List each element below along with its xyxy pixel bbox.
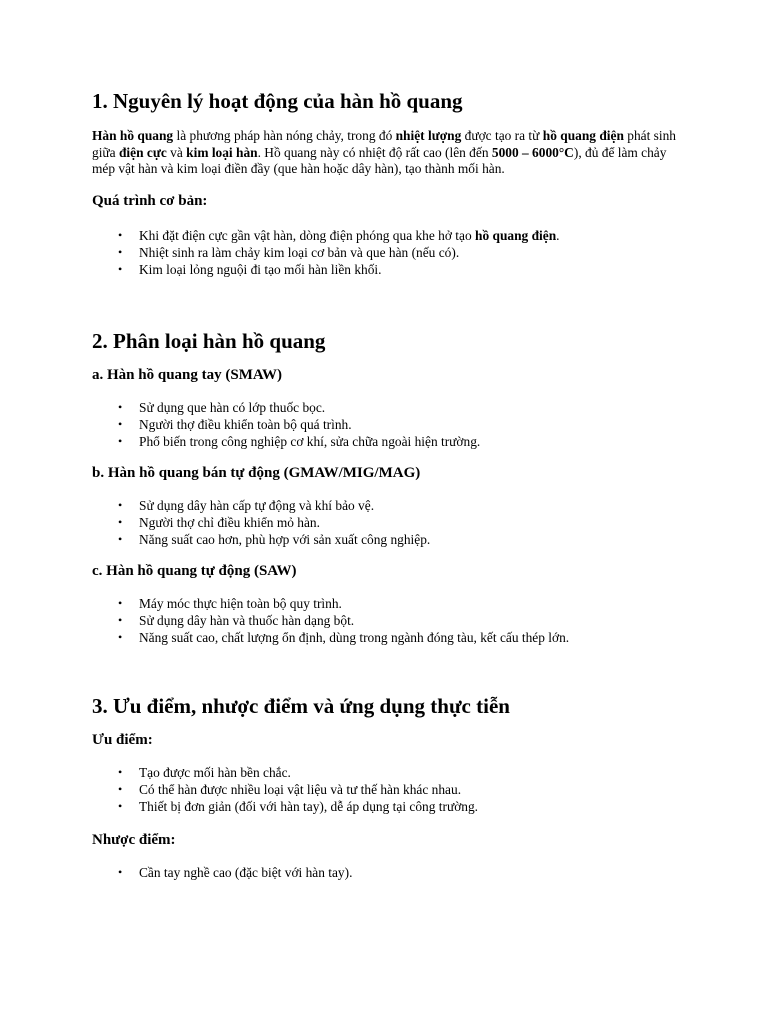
bold-text: 5000 – 6000°C <box>491 144 574 160</box>
cons-list <box>92 864 676 881</box>
list-item-text: Năng suất cao, chất lượng ổn định, dùng trong ngành đóng tàu, kết cấu thép lớn. <box>139 629 570 645</box>
bullet-icon: • <box>118 595 123 610</box>
bullet-icon: • <box>118 399 123 414</box>
list-item-text <box>139 245 459 260</box>
list-item <box>118 629 676 646</box>
list-item-text: Máy móc thực hiện toàn bộ quy trình. <box>139 595 342 611</box>
subsection-a-list <box>92 399 676 450</box>
list-item <box>118 798 676 815</box>
bullet-icon: • <box>118 629 123 644</box>
list-item-text <box>139 228 560 243</box>
pros-list <box>92 764 676 815</box>
bullet-icon: • <box>118 531 123 546</box>
bold-text: điện cực <box>118 144 167 160</box>
list-item-text: Sử dụng dây hàn cấp tự động và khí bảo vệ. <box>139 497 375 513</box>
bullet-icon: • <box>118 798 123 813</box>
section-1-subheading: Quá trình cơ bản: <box>92 192 208 209</box>
text-run: phát sinh giữa <box>92 128 676 160</box>
text-run: Nhiệt sinh ra làm chảy kim loại cơ bản và que hàn (nếu có). <box>139 244 460 260</box>
section-1-paragraph <box>92 128 676 178</box>
list-item <box>118 433 676 450</box>
list-item-text: Sử dụng dây hàn và thuốc hàn dạng bột. <box>139 612 355 628</box>
list-item-text: Người thợ chỉ điều khiển mỏ hàn. <box>139 514 320 530</box>
bold-text: nhiệt lượng <box>395 128 462 143</box>
bold-text: hồ quang điện <box>475 227 557 243</box>
bullet-icon: • <box>118 497 123 512</box>
bullet-icon: • <box>118 416 123 431</box>
cons-title: Nhược điểm: <box>92 831 176 848</box>
list-item <box>118 595 676 612</box>
list-item-text: Thiết bị đơn giản (đối với hàn tay), dễ áp dụng tại công trường. <box>139 798 479 814</box>
list-item <box>118 261 676 278</box>
section-1-list <box>92 227 676 278</box>
list-item-text <box>139 262 382 277</box>
text-run: . Hồ quang này có nhiệt độ rất cao (lên đến <box>257 144 492 160</box>
list-item <box>118 399 676 416</box>
section-2-title: 2. Phân loại hàn hồ quang <box>92 328 326 353</box>
bullet-icon: • <box>118 612 123 627</box>
bullet-icon: • <box>118 514 123 529</box>
subsection-b-list <box>92 497 676 548</box>
bold-text: kim loại hàn <box>186 144 258 160</box>
text-run: Khi đặt điện cực gần vật hàn, dòng điện phóng qua khe hở tạo <box>139 227 476 243</box>
bullet-icon: • <box>118 764 123 779</box>
subsection-a-title: a. Hàn hồ quang tay (SMAW) <box>92 366 283 383</box>
list-item-text: Năng suất cao hơn, phù hợp với sản xuất công nghiệp. <box>139 531 431 547</box>
bullet-icon: • <box>118 244 123 259</box>
bullet-icon: • <box>118 227 123 242</box>
bullet-icon: • <box>118 261 123 276</box>
list-item <box>118 227 676 244</box>
list-item-text: Có thể hàn được nhiều loại vật liệu và tư thế hàn khác nhau. <box>139 781 462 797</box>
text-run: được tạo ra từ <box>461 128 543 143</box>
bullet-icon: • <box>118 433 123 448</box>
list-item-text: Người thợ điều khiển toàn bộ quá trình. <box>139 416 352 432</box>
list-item <box>118 497 676 514</box>
subsection-b-title: b. Hàn hồ quang bán tự động (GMAW/MIG/MAG) <box>92 464 421 481</box>
list-item-text: Phổ biến trong công nghiệp cơ khí, sửa chữa ngoài hiện trường. <box>139 433 481 449</box>
text-run: ), đủ để làm chảy mép vật hàn và kim loại điền đầy (que hàn hoặc dây hàn), tạo thành mối hàn. <box>92 144 667 176</box>
subsection-c-list <box>92 595 676 646</box>
list-item-text: Cần tay nghề cao (đặc biệt với hàn tay). <box>139 864 353 880</box>
text-run: . <box>556 227 560 243</box>
list-item <box>118 781 676 798</box>
list-item-text: Sử dụng que hàn có lớp thuốc bọc. <box>139 399 326 415</box>
subsection-c-title: c. Hàn hồ quang tự động (SAW) <box>92 562 297 579</box>
text-run: là phương pháp hàn nóng chảy, trong đó <box>173 128 396 143</box>
list-item <box>118 764 676 781</box>
pros-title: Ưu điểm: <box>92 731 153 748</box>
list-item <box>118 531 676 548</box>
list-item <box>118 416 676 433</box>
list-item <box>118 612 676 629</box>
text-run: Kim loại lỏng nguội đi tạo mối hàn liền khối. <box>139 261 382 277</box>
text-run: và <box>166 144 187 160</box>
bold-text: Hàn hồ quang <box>92 128 174 143</box>
list-item <box>118 244 676 261</box>
list-item-text: Tạo được mối hàn bền chắc. <box>139 764 291 780</box>
bullet-icon: • <box>118 864 123 879</box>
list-item <box>118 864 676 881</box>
section-1-title: 1. Nguyên lý hoạt động của hàn hồ quang <box>92 89 463 113</box>
list-item <box>118 514 676 531</box>
section-3-title: 3. Ưu điểm, nhược điểm và ứng dụng thực tiễn <box>92 693 510 718</box>
bold-text: hồ quang điện <box>542 128 624 143</box>
bullet-icon: • <box>118 781 123 796</box>
